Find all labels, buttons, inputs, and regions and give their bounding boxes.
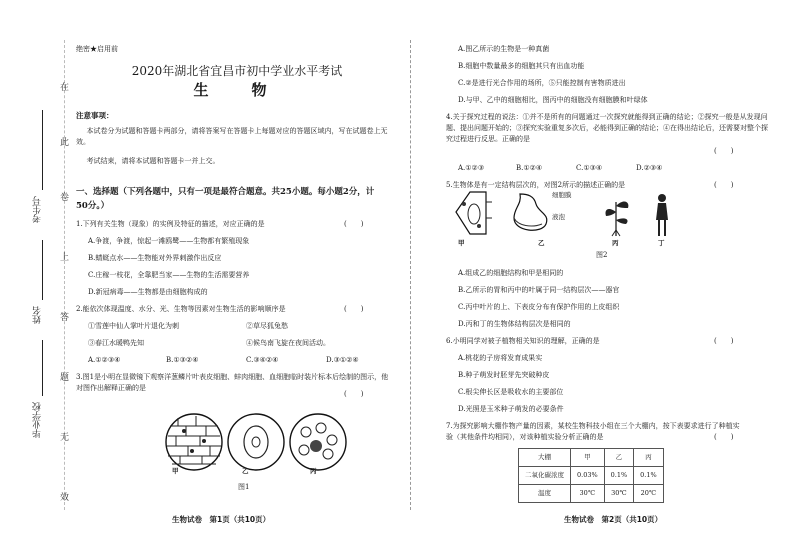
table-header-cell: 大棚: [519, 449, 571, 467]
name-field[interactable]: [42, 240, 43, 300]
page-footer: 生物试卷 第2页（共10页）: [564, 515, 663, 524]
subject-title: 生 物: [193, 81, 281, 99]
choice-text: B.①③②④: [166, 356, 199, 364]
option-text: D.新冠病毒——生物都是由细胞构成的: [88, 288, 208, 296]
option-text: C.②是进行光合作用的场所，⑤只能控制有害物质进出: [458, 79, 626, 87]
plant-cell-drawing: [456, 192, 492, 234]
table-row: [519, 485, 664, 503]
binding-char: 在: [60, 83, 70, 93]
table-cell: 温度: [519, 485, 571, 503]
answer-paren: ( ): [344, 305, 364, 313]
answer-paren: ( ): [344, 390, 364, 398]
candidate-number-label: 考生号: [33, 196, 43, 223]
option-text: A.组成乙的细胞结构和甲是相同的: [458, 269, 564, 277]
exam-title: 2020年湖北省宜昌市初中学业水平考试: [131, 64, 343, 78]
notice-heading: 注意事项：: [76, 111, 114, 120]
option-text: A.桃花的子房将发育成果实: [458, 354, 543, 362]
cheek-cell-drawing: [228, 414, 284, 470]
question-6-stem: 6.小明同学对被子植物相关知识的理解，正确的是: [446, 337, 600, 345]
item-text: ①雪莲中仙人掌叶片退化为刺: [88, 322, 179, 330]
answer-paren: ( ): [714, 181, 734, 189]
binding-char: 题: [60, 373, 70, 383]
notice-text-1: 本试卷分为试题和答题卡两部分，请将答案写在答题卡上每题对应的答题区域内，写在试题卷上无效。: [76, 127, 388, 146]
confidential-mark: 绝密★启用前: [76, 45, 118, 53]
page-divider: [410, 40, 411, 510]
option-text: C.庄稼一枝花，全靠肥当家——生物的生活需要营养: [88, 271, 250, 279]
choice-text: A.①②③: [458, 164, 485, 172]
table-cell: 30℃: [604, 485, 634, 503]
option-text: C.根尖伸长区是吸收水的主要部位: [458, 388, 564, 396]
table-cell: 0.03%: [571, 467, 605, 485]
binding-char: 答: [60, 313, 70, 323]
option-text: C.丙中叶片的上、下表皮分布有保护作用的上皮组织: [458, 303, 620, 311]
option-text: B.乙所示的胃和丙中的叶属于同一结构层次——器官: [458, 286, 620, 294]
page-2: [446, 0, 776, 560]
plant-drawing: [605, 202, 628, 236]
figure-label: 甲: [458, 239, 465, 247]
notice-text-2: 考试结束，请将本试题和答题卡一并上交。: [86, 157, 220, 165]
figure-tag: 细胞膜: [552, 191, 572, 199]
question-2-stem: 2.能依次体现温度、水分、光、生物等因素对生物生活的影响顺序是: [76, 305, 286, 313]
table-cell: 30℃: [571, 485, 605, 503]
option-text: B.种子萌发时胚芽先突破种皮: [458, 371, 550, 379]
question-7-stem: 7.为探究影响大棚作物产量的因素，某校生物科技小组在三个大棚内，按下表要求进行了种植实验（其他条件均相同），对该种植实验分析正确的是: [446, 422, 740, 441]
option-text: A.争渡，争渡，惊起一滩鸥鹭——生物都有繁殖现象: [88, 237, 250, 245]
choice-text: C.③④②④: [246, 356, 279, 364]
table-cell: 0.1%: [604, 467, 634, 485]
choice-text: D.③①②④: [326, 356, 359, 364]
figure-label: 乙: [242, 467, 249, 475]
page-1: [76, 0, 398, 560]
item-text: ②草尽狐兔愁: [246, 322, 288, 330]
binding-margin: [0, 0, 78, 560]
item-text: ④候鸟南飞旋在夜间活动。: [246, 339, 330, 347]
choice-text: B.①②④: [516, 164, 543, 172]
question-1-stem: 1.下列有关生物（现象）的实例及特征的描述，对应正确的是: [76, 220, 265, 228]
option-text: B.蜻蜓点水——生物能对外界刺激作出反应: [88, 254, 222, 262]
stomach-drawing: [514, 194, 547, 230]
option-text: A.图乙所示的生物是一种真菌: [458, 45, 550, 53]
page-footer: 生物试卷 第1页（共10页）: [172, 515, 271, 524]
answer-paren: ( ): [714, 147, 734, 155]
item-text: ③春江水暖鸭先知: [88, 339, 144, 347]
binding-char: 卷: [60, 193, 70, 203]
figure-label: 甲: [172, 467, 179, 475]
figure-label: 丁: [658, 239, 665, 247]
table-cell: 20℃: [634, 485, 664, 503]
question-5-stem: 5.生物体是有一定结构层次的，对图2所示的描述正确的是: [446, 181, 626, 189]
choice-text: A.①②③④: [88, 356, 121, 364]
option-text: D.与甲、乙中的细胞相比，图丙中的细胞没有细胞膜和叶绿体: [458, 96, 648, 104]
table-cell: 0.1%: [634, 467, 664, 485]
school-label: 毕业学校: [33, 402, 43, 438]
answer-paren: ( ): [714, 433, 734, 441]
answer-paren: ( ): [344, 220, 364, 228]
section-heading: 一、选择题（下列各题中，只有一项是最符合题意。共25小题。每小题2分，计50分。）: [76, 187, 375, 212]
binding-char: 效: [60, 493, 70, 503]
answer-paren: ( ): [714, 337, 734, 345]
experiment-table: [518, 448, 664, 503]
table-cell: 二氧化碳浓度: [519, 467, 571, 485]
figure-1-cells: [156, 412, 356, 474]
table-header-cell: 乙: [604, 449, 634, 467]
figure-label: 丙: [612, 239, 619, 247]
figure-label: 丙: [310, 467, 317, 475]
binding-char: 此: [60, 138, 70, 148]
blood-cells-drawing: [290, 414, 346, 470]
binding-char: 上: [60, 253, 70, 263]
option-text: D.光照是玉米种子萌发的必要条件: [458, 405, 564, 413]
school-field[interactable]: [42, 340, 43, 396]
onion-cells-drawing: [166, 414, 222, 470]
human-drawing: [656, 194, 668, 236]
candidate-number-field[interactable]: [42, 110, 43, 190]
question-4-stem: 4.关于探究过程的说法：①并不是所有的问题通过一次探究就能得到正确的结论；②探究一般是从发现问题、提出问题开始的；③探究实验重复多次后，必能得到正确的结论；④在得出结论后，还需要对整个探究过程进行反思。正确的是: [446, 113, 768, 143]
figure-caption: 图1: [238, 483, 250, 491]
figure-label: 乙: [538, 239, 545, 247]
table-header-row: [519, 449, 664, 467]
table-row: [519, 467, 664, 485]
option-text: D.丙和丁的生物体结构层次是相同的: [458, 320, 571, 328]
option-text: B.细胞中数量最多的细胞其只有出血功能: [458, 62, 585, 70]
choice-text: D.②③④: [636, 164, 663, 172]
table-header-cell: 甲: [571, 449, 605, 467]
question-3-stem: 3.图1是小明在显微镜下观察洋葱鳞片叶表皮细胞、蚌肉细胞、血细胞临时装片标本后绘制的图示，他对图作出解释正确的是: [76, 373, 389, 392]
name-label: 姓名: [33, 306, 43, 324]
choice-text: C.①③④: [576, 164, 603, 172]
figure-tag: 液泡: [552, 213, 565, 221]
table-header-cell: 丙: [634, 449, 664, 467]
binding-char: 无: [60, 433, 70, 443]
figure-caption: 图2: [596, 251, 608, 259]
